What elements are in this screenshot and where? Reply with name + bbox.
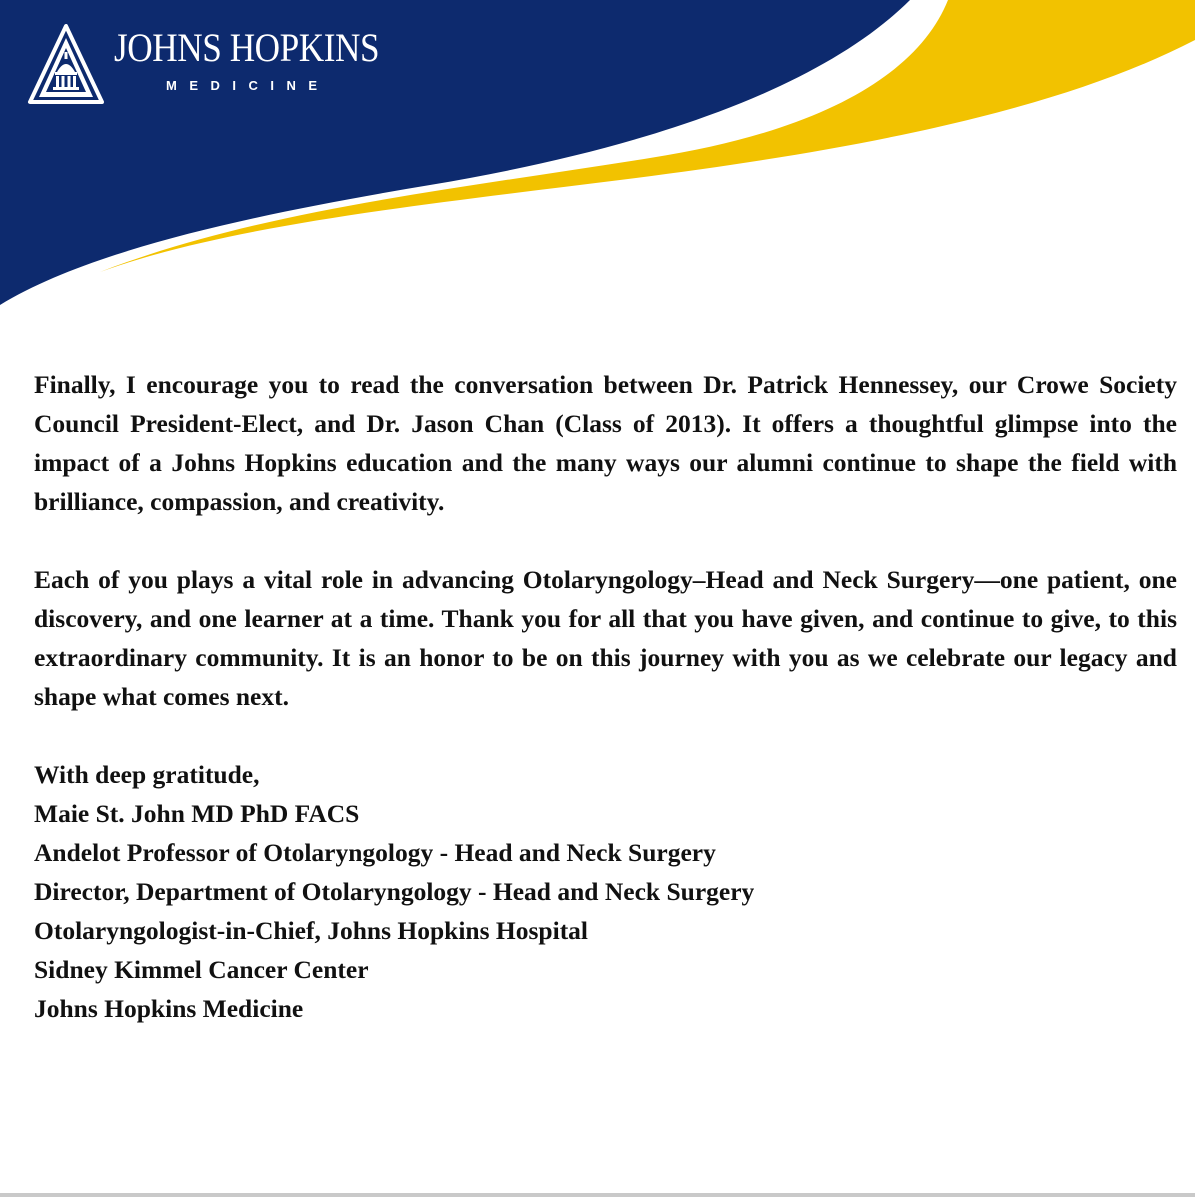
logo-subtitle: MEDICINE	[166, 78, 330, 93]
signature-block	[34, 755, 1177, 1028]
dome-shield-icon	[24, 24, 108, 108]
closing-line: With deep gratitude,	[34, 760, 260, 789]
signer-title-professor: Andelot Professor of Otolaryngology - Head and Neck Surgery	[34, 838, 716, 867]
logo-name: JOHNS HOPKINS	[114, 25, 380, 70]
johns-hopkins-logo	[24, 20, 404, 110]
signer-title-chief: Otolaryngologist-in-Chief, Johns Hopkins Hospital	[34, 916, 589, 945]
signer-title-director: Director, Department of Otolaryngology - Head and Neck Surgery	[34, 877, 755, 906]
signer-affiliation-medicine: Johns Hopkins Medicine	[34, 994, 304, 1023]
signer-name: Maie St. John MD PhD FACS	[34, 799, 360, 828]
signer-affiliation-cancer-center: Sidney Kimmel Cancer Center	[34, 955, 369, 984]
paragraph-1: Finally, I encourage you to read the conversation between Dr. Patrick Hennessey, our Crowe Society Council President-Elect, and Dr. Jason Chan (Class of 2013). It offers a thoughtful glimpse into the impact of a Johns Hopkins education and the many ways our alumni continue to shape the field with brilliance, compassion, and creativity.	[34, 370, 1177, 516]
paragraph-2: Each of you plays a vital role in advancing Otolaryngology–Head and Neck Surgery—one patient, one discovery, and one learner at a time. Thank you for all that you have given, and continue to give, to this extraordinary community. It is an honor to be on this journey with you as we celebrate our legacy and shape what comes next.	[34, 565, 1177, 711]
bottom-divider	[0, 1193, 1195, 1197]
letter-body	[34, 365, 1177, 1028]
